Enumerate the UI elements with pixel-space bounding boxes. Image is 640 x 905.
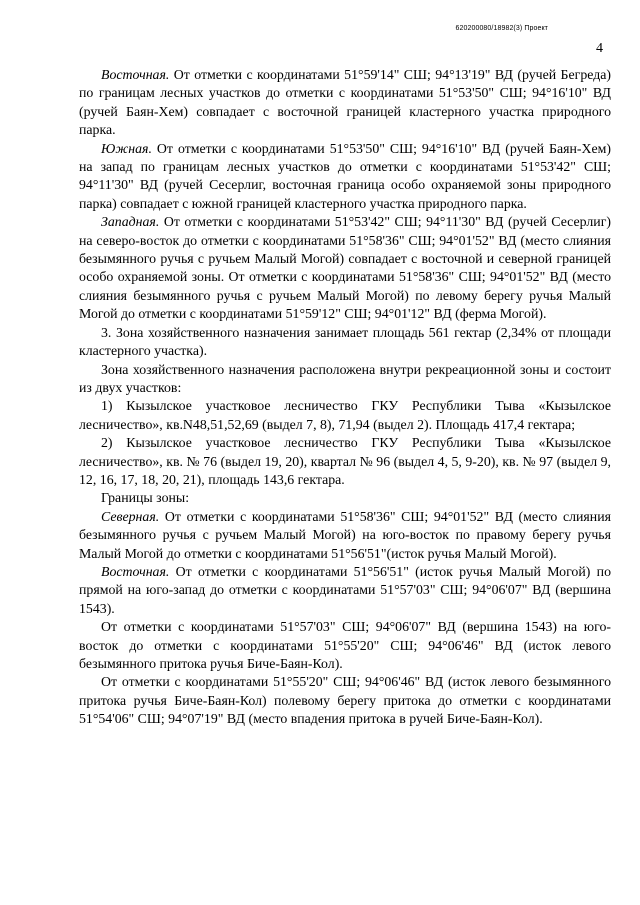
paragraph-text: От отметки с координатами 51°53'42" СШ; 94°11'30" ВД (ручей Сесерлиг) на северо-восток до отметки с координатами 51°58'36" СШ; 94°01'52" ВД (место слияния безымянного ручья с ручьем Малый Могой) совпадает с восточной и северной границей особо охраняемой зоны. От отметки с координатами 51°58'36" СШ; 94°01'52" ВД (место слияния безымянного ручья с ручьем Малый Могой) по левому берегу ручья Малый Могой до отметки с координатами 51°59'12" СШ; 94°01'12" ВД (ферма Могой). — [79, 214, 611, 322]
paragraph-text: От отметки с координатами 51°57'03" СШ; 94°06'07" ВД (вершина 1543) на юго-восток до отметки с координатами 51°55'20" СШ; 94°06'46" ВД (исток левого безымянного притока ручья Биче-Баян-Кол). — [79, 619, 611, 671]
paragraph-plot-2 — [79, 434, 611, 489]
paragraph-plot-1 — [79, 397, 611, 434]
paragraph-text: От отметки с координатами 51°59'14" СШ; 94°13'19" ВД (ручей Бегреда) по границам лесных участков до отметки с координатами 51°53'50" СШ; 94°16'10" ВД (ручей Баян-Хем) совпадает с восточной границей кластерного участка природного парка. — [79, 67, 611, 138]
paragraph-zone-location — [79, 361, 611, 398]
paragraph-east-3 — [79, 618, 611, 673]
paragraph-text: 3. Зона хозяйственного назначения занимает площадь 561 гектар (2,34% от площади кластерного участка). — [79, 324, 611, 359]
paragraph-text: Зона хозяйственного назначения расположена внутри рекреационной зоны и состоит из двух участков: — [79, 361, 611, 395]
document-body — [79, 66, 611, 729]
paragraph-zone-borders-heading — [79, 489, 611, 507]
paragraph-text: 1) Кызылское участковое лесничество ГКУ Республики Тыва «Кызылское лесничество», кв.N48,51,52,69 (выдел 7, 8), 71,94 (выдел 2). Площадь 417,4 гектара; — [79, 398, 611, 432]
paragraph-north — [79, 508, 611, 563]
paragraph-label: Восточная. — [101, 67, 170, 82]
paragraph-text: Границы зоны: — [101, 490, 190, 506]
paragraph-east-1 — [79, 66, 611, 140]
paragraph-west — [79, 213, 611, 323]
paragraph-label: Южная. — [101, 140, 152, 156]
page-number: 4 — [596, 41, 603, 56]
header-doc-code: 620200080/18982(3) Проект — [455, 25, 548, 32]
paragraph-text: От отметки с координатами 51°55'20" СШ; 94°06'46" ВД (исток левого безымянного притока ручья Биче-Баян-Кол) полевому берегу притока до отметки с координатами 51°54'06" СШ; 94°07'19" ВД (место впадения притока в ручей Биче-Баян-Кол). — [79, 674, 611, 727]
paragraph-east-2 — [79, 563, 611, 618]
paragraph-south — [79, 140, 611, 214]
paragraph-east-4 — [79, 673, 611, 728]
paragraph-label: Восточная. — [101, 563, 170, 579]
paragraph-text: От отметки с координатами 51°53'50" СШ; 94°16'10" ВД (ручей Баян-Хем) на запад по границам лесных участков до отметки с координатами 51°53'42" СШ; 94°11'30" ВД (ручей Сесерлиг, восточная граница особо охраняемой зоны природного парка) совпадает с южной границей кластерного участка природного парка. — [79, 140, 611, 211]
paragraph-label: Северная. — [101, 508, 160, 524]
paragraph-text: От отметки с координатами 51°56'51" (исток ручья Малый Могой) по прямой на юго-запад до отметки с координатами 51°57'03" СШ; 94°06'07" ВД (вершина 1543). — [79, 563, 611, 616]
paragraph-label: Западная. — [101, 214, 160, 230]
paragraph-text: От отметки с координатами 51°58'36" СШ; 94°01'52" ВД (место слияния безымянного ручья с ручьем Малый Могой) на юго-восток по правому берегу ручья Малый Могой до отметки с координатами 51°56'51"(исток ручья Малый Могой). — [79, 508, 611, 561]
paragraph-text: 2) Кызылское участковое лесничество ГКУ Республики Тыва «Кызылское лесничество», кв. № 76 (выдел 19, 20), квартал № 96 (выдел 4, 5, 9-20), кв. № 97 (выдел 9, 12, 16, 17, 18, 20, 21), площадь 143,6 гектара. — [79, 435, 611, 487]
paragraph-zone-area — [79, 324, 611, 361]
